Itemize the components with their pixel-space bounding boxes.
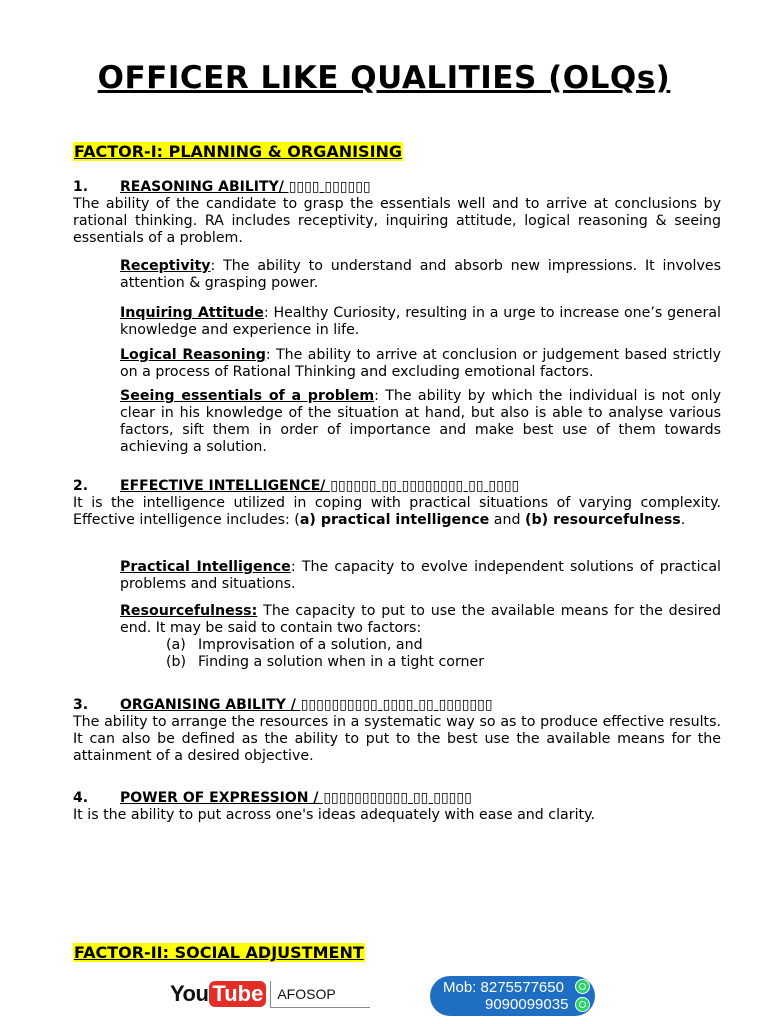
body-text: It is the intelligence utilized in coping with practical situations of varying complexity. Effective intelligence includes: ( — [73, 495, 721, 528]
section-heading — [73, 478, 721, 495]
section-body: The ability to arrange the resources in a systematic way so as to produce effective results. It can also be defined as the ability to put to the best use the available means for the attainment of a desired objective. — [73, 714, 721, 764]
mobile-contact-badge — [430, 976, 595, 1016]
youtube-channel-logo[interactable] — [170, 979, 370, 1009]
whatsapp-icon — [575, 997, 590, 1012]
youtube-logo-you: You — [170, 981, 209, 1006]
mobile-number-2: 9090099035 — [485, 996, 569, 1013]
section-number: 1. — [73, 179, 89, 195]
resourcefulness-list — [166, 637, 721, 671]
definition-term: Logical Reasoning — [120, 347, 266, 363]
definition-text: The capacity to put to use the available means for the desired end. It may be said to contain two factors: — [120, 603, 721, 636]
definition-text: : Healthy Curiosity, resulting in a urge to increase one’s general knowledge and experience in life. — [120, 305, 721, 338]
factor-heading-1: FACTOR-I: PLANNING & ORGANISING — [74, 142, 403, 161]
section-title: POWER OF EXPRESSION / ▯▯▯▯▯▯▯▯▯▯▯ ▯▯ ▯▯▯▯▯ — [120, 790, 472, 806]
list-text: Improvisation of a solution, and — [198, 637, 423, 653]
definition-logical-reasoning — [120, 347, 721, 381]
list-marker: (b) — [166, 654, 187, 670]
body-bold-b: (b) resourcefulness — [525, 512, 681, 528]
section-reasoning-ability — [73, 179, 721, 247]
section-title-main: ORGANISING ABILITY — [120, 697, 286, 713]
definition-term: Resourcefulness: — [120, 603, 258, 619]
definition-seeing-essentials — [120, 388, 721, 456]
mobile-number-1: Mob: 8275577650 — [443, 979, 564, 996]
section-organising-ability — [73, 697, 721, 765]
channel-name: AFOSOP — [270, 981, 370, 1008]
body-text: . — [680, 512, 686, 528]
section-body: The ability of the candidate to grasp the essentials well and to arrive at conclusions by rational thinking. RA includes receptivity, inquiring attitude, logical reasoning & seeing essentials of a problem. — [73, 196, 721, 246]
definition-term: Receptivity — [120, 258, 211, 274]
youtube-logo-tube: Tube — [209, 981, 266, 1007]
section-heading — [73, 179, 721, 196]
page-title: OFFICER LIKE QUALITIES (OLQs) — [97, 60, 671, 96]
section-heading — [73, 697, 721, 714]
definition-term: Practical Intelligence — [120, 559, 291, 575]
body-bold-a: a) practical intelligence — [299, 512, 490, 528]
section-effective-intelligence — [73, 478, 721, 529]
list-text: Finding a solution when in a tight corner — [198, 654, 485, 670]
definition-practical-intelligence — [120, 559, 721, 593]
section-body: It is the ability to put across one's ideas adequately with ease and clarity. — [73, 807, 595, 823]
section-title: REASONING ABILITY/ ▯▯▯▯ ▯▯▯▯▯▯ — [120, 179, 371, 195]
section-heading — [73, 790, 721, 807]
definition-receptivity — [120, 258, 721, 292]
list-marker: (a) — [166, 637, 186, 653]
definition-term: Seeing essentials of a problem — [120, 388, 375, 404]
factor-heading-2: FACTOR-II: SOCIAL ADJUSTMENT — [74, 943, 364, 962]
body-text: and — [489, 512, 525, 528]
definition-resourcefulness — [120, 603, 721, 637]
definition-text: : The ability to understand and absorb new impressions. It involves attention & grasping power. — [120, 258, 721, 291]
list-item — [166, 637, 721, 654]
section-number: 2. — [73, 478, 89, 494]
definition-text: : The capacity to evolve independent solutions of practical problems and situations. — [120, 559, 721, 592]
section-number: 3. — [73, 697, 89, 713]
definition-term: Inquiring Attitude — [120, 305, 264, 321]
section-title-suffix: / ▯▯▯▯▯▯▯▯▯▯ ▯▯▯▯ ▯▯ ▯▯▯▯▯▯▯ — [285, 697, 493, 713]
section-power-of-expression — [73, 790, 721, 824]
definition-inquiring-attitude — [120, 305, 721, 339]
section-number: 4. — [73, 790, 89, 806]
definition-text: : The ability by which the individual is not only clear in his knowledge of the situation at hand, but also is able to analyse various factors, sift them in order of importance and make best use of them towards achieving a solution. — [120, 388, 722, 455]
section-title: EFFECTIVE INTELLIGENCE/ ▯▯▯▯▯▯ ▯▯ ▯▯▯▯▯▯▯▯ ▯▯ ▯▯▯▯ — [120, 478, 520, 494]
list-item — [166, 654, 721, 671]
definition-text: : The ability to arrive at conclusion or judgement based strictly on a process of Rational Thinking and excluding emotional factors. — [120, 347, 722, 380]
section-title — [120, 697, 493, 714]
section-body — [73, 495, 721, 529]
whatsapp-icon — [575, 979, 590, 994]
